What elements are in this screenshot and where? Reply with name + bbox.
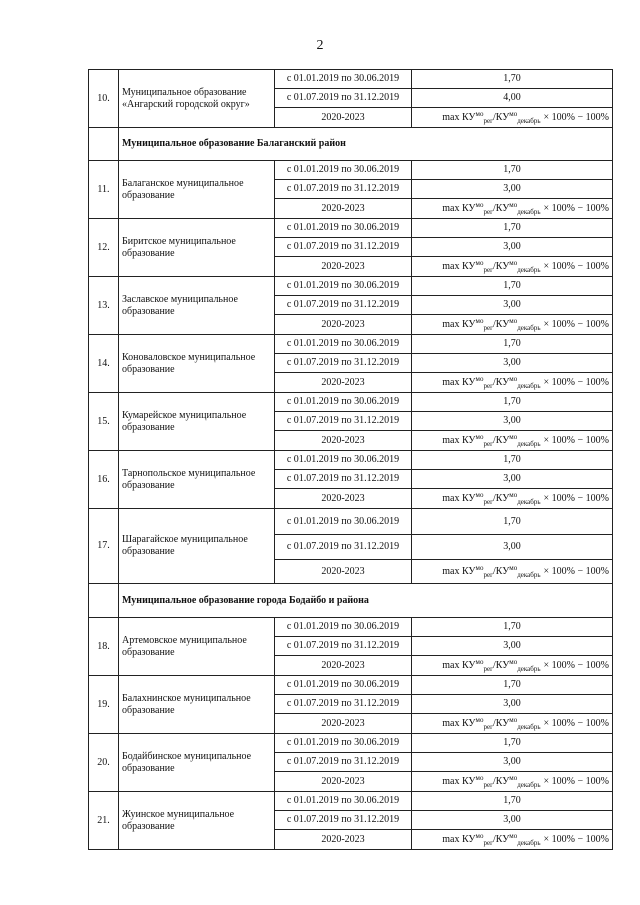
coefficient-value: 1,70 xyxy=(412,792,613,811)
table-row xyxy=(89,792,613,811)
period-label: с 01.01.2019 по 30.06.2019 xyxy=(275,393,412,412)
entity-name: Муниципальное образование «Ангарский городской округ» xyxy=(119,70,275,128)
formula xyxy=(412,315,613,335)
table-row xyxy=(89,335,613,354)
period-label: с 01.01.2019 по 30.06.2019 xyxy=(275,509,412,535)
formula-sub: рег xyxy=(483,571,493,579)
formula-tail: × 100% − 100% xyxy=(543,112,609,123)
entity-name: Тарнопольское муниципальное образование xyxy=(119,451,275,509)
formula-sub: декабрь xyxy=(517,498,541,506)
period-label: с 01.01.2019 по 30.06.2019 xyxy=(275,792,412,811)
entity-name: Шарагайское муниципальное образование xyxy=(119,509,275,584)
coefficient-value: 3,00 xyxy=(412,412,613,431)
coefficient-value: 3,00 xyxy=(412,238,613,257)
formula-max-ku: max КУ xyxy=(442,493,476,504)
formula-max-ku: max КУ xyxy=(442,319,476,330)
period-label: с 01.07.2019 по 31.12.2019 xyxy=(275,412,412,431)
coefficient-value: 3,00 xyxy=(412,296,613,315)
year-range: 2020-2023 xyxy=(275,431,412,451)
formula-max-ku: max КУ xyxy=(442,435,476,446)
row-number: 20. xyxy=(89,734,119,792)
row-number: 15. xyxy=(89,393,119,451)
entity-name: Кумарейское муниципальное образование xyxy=(119,393,275,451)
formula xyxy=(412,714,613,734)
period-label: с 01.07.2019 по 31.12.2019 xyxy=(275,296,412,315)
entity-name: Коноваловское муниципальное образование xyxy=(119,335,275,393)
coefficient-value: 3,00 xyxy=(412,470,613,489)
formula-sub: декабрь xyxy=(517,440,541,448)
section-header-row xyxy=(89,128,613,161)
table-row xyxy=(89,161,613,180)
section-header: Муниципальное образование Балаганский район xyxy=(119,128,613,161)
formula-sup: мо xyxy=(509,774,518,782)
entity-name: Балахнинское муниципальное образование xyxy=(119,676,275,734)
table-row xyxy=(89,70,613,89)
coefficient-value: 3,00 xyxy=(412,753,613,772)
formula-max-ku: max КУ xyxy=(442,718,476,729)
formula-div-ku: /КУ xyxy=(492,834,510,845)
coefficient-value: 1,70 xyxy=(412,70,613,89)
formula-sup: мо xyxy=(509,433,518,441)
formula-tail: × 100% − 100% xyxy=(543,261,609,272)
table-row xyxy=(89,734,613,753)
formula-sub: декабрь xyxy=(517,208,541,216)
formula-sub: рег xyxy=(483,117,493,125)
formula-sub: декабрь xyxy=(517,117,541,125)
period-label: с 01.07.2019 по 31.12.2019 xyxy=(275,89,412,108)
formula-sup: мо xyxy=(509,491,518,499)
formula-sup: мо xyxy=(509,832,518,840)
formula-tail: × 100% − 100% xyxy=(543,776,609,787)
formula xyxy=(412,257,613,277)
formula-sup: мо xyxy=(509,317,518,325)
year-range: 2020-2023 xyxy=(275,714,412,734)
period-label: с 01.07.2019 по 31.12.2019 xyxy=(275,637,412,656)
formula xyxy=(412,772,613,792)
coefficient-value: 1,70 xyxy=(412,393,613,412)
period-label: с 01.07.2019 по 31.12.2019 xyxy=(275,753,412,772)
period-label: с 01.07.2019 по 31.12.2019 xyxy=(275,470,412,489)
row-number: 14. xyxy=(89,335,119,393)
formula-tail: × 100% − 100% xyxy=(543,834,609,845)
coefficient-value: 1,70 xyxy=(412,219,613,238)
formula-sub: декабрь xyxy=(517,571,541,579)
formula-sup: мо xyxy=(509,259,518,267)
formula xyxy=(412,560,613,584)
formula-sup: мо xyxy=(475,110,484,118)
formula-div-ku: /КУ xyxy=(492,203,510,214)
coefficient-value: 4,00 xyxy=(412,89,613,108)
coefficient-value: 1,70 xyxy=(412,335,613,354)
year-range: 2020-2023 xyxy=(275,199,412,219)
formula-max-ku: max КУ xyxy=(442,834,476,845)
formula-sub: рег xyxy=(483,266,493,274)
formula-sub: декабрь xyxy=(517,382,541,390)
coefficient-value: 1,70 xyxy=(412,161,613,180)
formula-sub: декабрь xyxy=(517,266,541,274)
row-number: 16. xyxy=(89,451,119,509)
formula-tail: × 100% − 100% xyxy=(543,435,609,446)
formula-sup: мо xyxy=(475,564,484,572)
coefficient-value: 3,00 xyxy=(412,354,613,373)
coefficient-value: 3,00 xyxy=(412,180,613,199)
formula-sub: рег xyxy=(483,781,493,789)
formula-max-ku: max КУ xyxy=(442,203,476,214)
entity-name: Артемовское муниципальное образование xyxy=(119,618,275,676)
table-row xyxy=(89,676,613,695)
tariff-table-body xyxy=(89,70,613,850)
section-header-num-cell xyxy=(89,584,119,618)
year-range: 2020-2023 xyxy=(275,560,412,584)
formula-sub: рег xyxy=(483,324,493,332)
entity-name: Балаганское муниципальное образование xyxy=(119,161,275,219)
row-number: 18. xyxy=(89,618,119,676)
formula-sub: рег xyxy=(483,440,493,448)
formula xyxy=(412,373,613,393)
entity-name: Бодайбинское муниципальное образование xyxy=(119,734,275,792)
formula-sup: мо xyxy=(509,375,518,383)
formula-sup: мо xyxy=(509,110,518,118)
table-row xyxy=(89,618,613,637)
formula-sub: декабрь xyxy=(517,781,541,789)
year-range: 2020-2023 xyxy=(275,489,412,509)
formula-sub: рег xyxy=(483,382,493,390)
formula-max-ku: max КУ xyxy=(442,566,476,577)
formula-tail: × 100% − 100% xyxy=(543,566,609,577)
formula-div-ku: /КУ xyxy=(492,261,510,272)
formula-sub: декабрь xyxy=(517,324,541,332)
period-label: с 01.07.2019 по 31.12.2019 xyxy=(275,811,412,830)
table-row xyxy=(89,451,613,470)
formula-tail: × 100% − 100% xyxy=(543,718,609,729)
period-label: с 01.01.2019 по 30.06.2019 xyxy=(275,277,412,296)
formula-div-ku: /КУ xyxy=(492,566,510,577)
formula-div-ku: /КУ xyxy=(492,435,510,446)
period-label: с 01.07.2019 по 31.12.2019 xyxy=(275,354,412,373)
formula-div-ku: /КУ xyxy=(492,493,510,504)
year-range: 2020-2023 xyxy=(275,315,412,335)
formula-tail: × 100% − 100% xyxy=(543,660,609,671)
formula-sub: рег xyxy=(483,839,493,847)
row-number: 19. xyxy=(89,676,119,734)
coefficient-value: 3,00 xyxy=(412,811,613,830)
period-label: с 01.07.2019 по 31.12.2019 xyxy=(275,180,412,199)
formula xyxy=(412,830,613,850)
formula-sup: мо xyxy=(475,201,484,209)
formula-sub: рег xyxy=(483,665,493,673)
table-row xyxy=(89,219,613,238)
period-label: с 01.07.2019 по 31.12.2019 xyxy=(275,535,412,560)
row-number: 13. xyxy=(89,277,119,335)
table-row xyxy=(89,277,613,296)
formula-div-ku: /КУ xyxy=(492,660,510,671)
period-label: с 01.01.2019 по 30.06.2019 xyxy=(275,734,412,753)
formula-sup: мо xyxy=(475,832,484,840)
row-number: 11. xyxy=(89,161,119,219)
coefficient-value: 3,00 xyxy=(412,637,613,656)
formula-sup: мо xyxy=(475,259,484,267)
period-label: с 01.07.2019 по 31.12.2019 xyxy=(275,238,412,257)
formula-sup: мо xyxy=(509,716,518,724)
entity-name: Жуинское муниципальное образование xyxy=(119,792,275,850)
period-label: с 01.01.2019 по 30.06.2019 xyxy=(275,676,412,695)
year-range: 2020-2023 xyxy=(275,656,412,676)
row-number: 21. xyxy=(89,792,119,850)
period-label: с 01.01.2019 по 30.06.2019 xyxy=(275,219,412,238)
coefficient-value: 3,00 xyxy=(412,695,613,714)
year-range: 2020-2023 xyxy=(275,108,412,128)
formula-div-ku: /КУ xyxy=(492,718,510,729)
formula xyxy=(412,199,613,219)
formula-sub: декабрь xyxy=(517,665,541,673)
formula-max-ku: max КУ xyxy=(442,112,476,123)
formula xyxy=(412,431,613,451)
formula-div-ku: /КУ xyxy=(492,112,510,123)
year-range: 2020-2023 xyxy=(275,373,412,393)
formula-div-ku: /КУ xyxy=(492,776,510,787)
coefficient-value: 1,70 xyxy=(412,676,613,695)
coefficient-value: 1,70 xyxy=(412,509,613,535)
formula-div-ku: /КУ xyxy=(492,377,510,388)
formula-sup: мо xyxy=(475,491,484,499)
formula-sub: декабрь xyxy=(517,839,541,847)
formula-sup: мо xyxy=(475,716,484,724)
coefficient-value: 1,70 xyxy=(412,618,613,637)
formula-sub: рег xyxy=(483,208,493,216)
formula-tail: × 100% − 100% xyxy=(543,493,609,504)
period-label: с 01.01.2019 по 30.06.2019 xyxy=(275,161,412,180)
row-number: 10. xyxy=(89,70,119,128)
coefficient-value: 1,70 xyxy=(412,734,613,753)
formula-max-ku: max КУ xyxy=(442,377,476,388)
formula-tail: × 100% − 100% xyxy=(543,203,609,214)
formula-sup: мо xyxy=(509,564,518,572)
formula-sup: мо xyxy=(475,375,484,383)
formula-sub: рег xyxy=(483,723,493,731)
formula-sup: мо xyxy=(509,658,518,666)
period-label: с 01.07.2019 по 31.12.2019 xyxy=(275,695,412,714)
page-number: 2 xyxy=(316,38,324,53)
section-header-num-cell xyxy=(89,128,119,161)
formula-max-ku: max КУ xyxy=(442,776,476,787)
formula-sup: мо xyxy=(475,774,484,782)
table-row xyxy=(89,393,613,412)
year-range: 2020-2023 xyxy=(275,830,412,850)
period-label: с 01.01.2019 по 30.06.2019 xyxy=(275,618,412,637)
formula xyxy=(412,489,613,509)
formula-sup: мо xyxy=(509,201,518,209)
coefficient-value: 3,00 xyxy=(412,535,613,560)
row-number: 17. xyxy=(89,509,119,584)
formula-tail: × 100% − 100% xyxy=(543,377,609,388)
formula-sup: мо xyxy=(475,433,484,441)
period-label: с 01.01.2019 по 30.06.2019 xyxy=(275,70,412,89)
formula-tail: × 100% − 100% xyxy=(543,319,609,330)
coefficient-value: 1,70 xyxy=(412,451,613,470)
year-range: 2020-2023 xyxy=(275,257,412,277)
formula-sub: декабрь xyxy=(517,723,541,731)
formula-max-ku: max КУ xyxy=(442,660,476,671)
coefficient-value: 1,70 xyxy=(412,277,613,296)
period-label: с 01.01.2019 по 30.06.2019 xyxy=(275,335,412,354)
formula-sup: мо xyxy=(475,658,484,666)
period-label: с 01.01.2019 по 30.06.2019 xyxy=(275,451,412,470)
section-header-row xyxy=(89,584,613,618)
formula xyxy=(412,108,613,128)
formula-sub: рег xyxy=(483,498,493,506)
row-number: 12. xyxy=(89,219,119,277)
year-range: 2020-2023 xyxy=(275,772,412,792)
tariff-table xyxy=(88,69,613,850)
formula-max-ku: max КУ xyxy=(442,261,476,272)
formula-div-ku: /КУ xyxy=(492,319,510,330)
entity-name: Биритское муниципальное образование xyxy=(119,219,275,277)
formula-sup: мо xyxy=(475,317,484,325)
entity-name: Заславское муниципальное образование xyxy=(119,277,275,335)
table-row xyxy=(89,509,613,535)
section-header: Муниципальное образование города Бодайбо и района xyxy=(119,584,613,618)
formula xyxy=(412,656,613,676)
